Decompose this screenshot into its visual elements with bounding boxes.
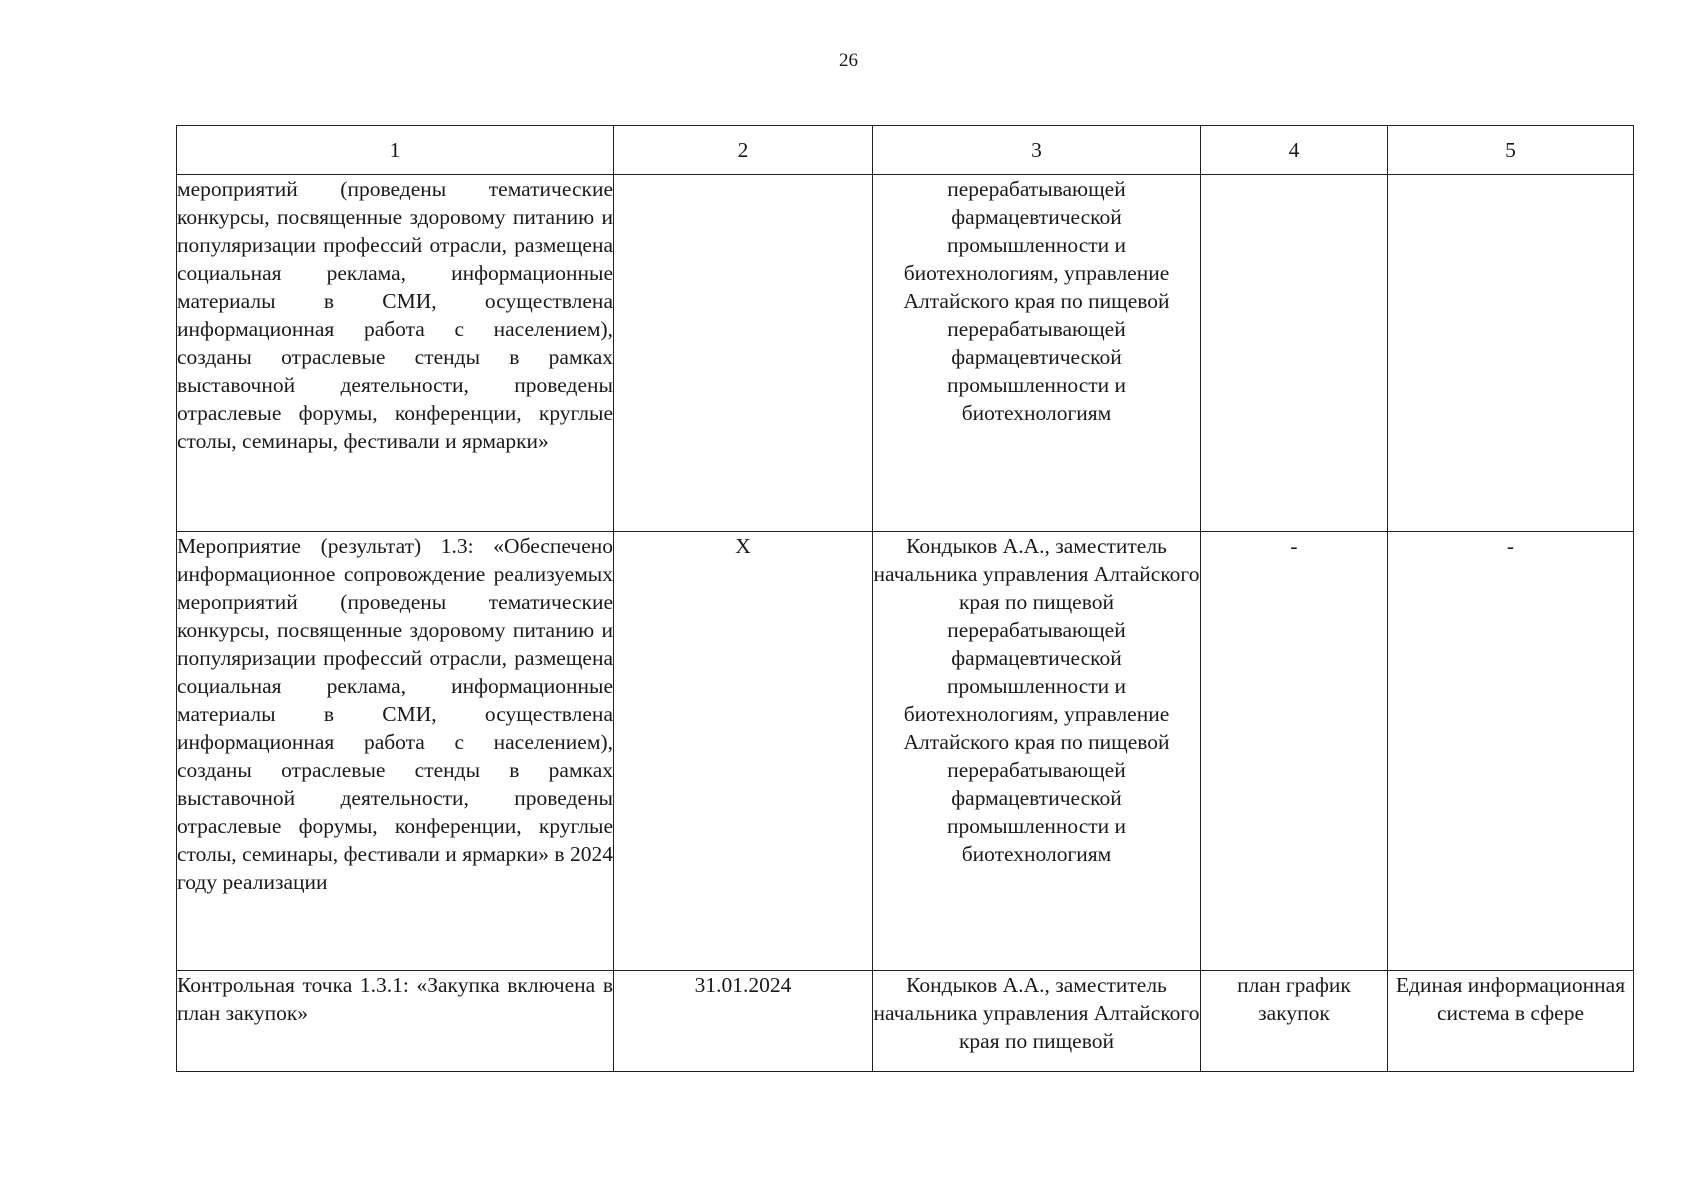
table-row (177, 532, 1634, 971)
cell-description: Контрольная точка 1.3.1: «Закупка включена в план закупок» (177, 971, 614, 1072)
header-col-1: 1 (177, 126, 614, 175)
header-col-5: 5 (1388, 126, 1634, 175)
cell-document: план график закупок (1201, 971, 1388, 1072)
cell-responsible: Кондыков А.А., заместитель начальника управления Алтайского края по пищевой (873, 971, 1201, 1072)
cell-document: - (1201, 532, 1388, 971)
cell-description: Мероприятие (результат) 1.3: «Обеспечено информационное сопровождение реализуемых мероприятий (проведены тематические конкурсы, посвященные здоровому питанию и популяризации профессий отрасли, размещена социальная реклама, информационные материалы в СМИ, осуществлена информационная работа с населением), созданы отраслевые стенды в рамках выставочной деятельности, проведены отраслевые форумы, конференции, круглые столы, семинары, фестивали и ярмарки» в 2024 году реализации (177, 532, 614, 971)
measures-table (176, 125, 1634, 1072)
table-row (177, 971, 1634, 1072)
cell-description: мероприятий (проведены тематические конкурсы, посвященные здоровому питанию и популяризации профессий отрасли, размещена социальная реклама, информационные материалы в СМИ, осуществлена информационная работа с населением), созданы отраслевые стенды в рамках выставочной деятельности, проведены отраслевые форумы, конференции, круглые столы, семинары, фестивали и ярмарки» (177, 175, 614, 532)
page-number: 26 (839, 50, 858, 71)
cell-date: Х (614, 532, 873, 971)
header-col-4: 4 (1201, 126, 1388, 175)
cell-document (1201, 175, 1388, 532)
cell-system (1388, 175, 1634, 532)
cell-system: Единая информационная система в сфере (1388, 971, 1634, 1072)
table-header-row (177, 126, 1634, 175)
cell-date (614, 175, 873, 532)
cell-system: - (1388, 532, 1634, 971)
header-col-3: 3 (873, 126, 1201, 175)
cell-responsible: Кондыков А.А., заместитель начальника управления Алтайского края по пищевой перерабатывающей фармацевтической промышленности и биотехнологиям, управление Алтайского края по пищевой перерабатывающей фармацевтической промышленности и биотехнологиям (873, 532, 1201, 971)
header-col-2: 2 (614, 126, 873, 175)
cell-date: 31.01.2024 (614, 971, 873, 1072)
cell-responsible: перерабатывающей фармацевтической промышленности и биотехнологиям, управление Алтайского края по пищевой перерабатывающей фармацевтической промышленности и биотехнологиям (873, 175, 1201, 532)
table-row (177, 175, 1634, 532)
